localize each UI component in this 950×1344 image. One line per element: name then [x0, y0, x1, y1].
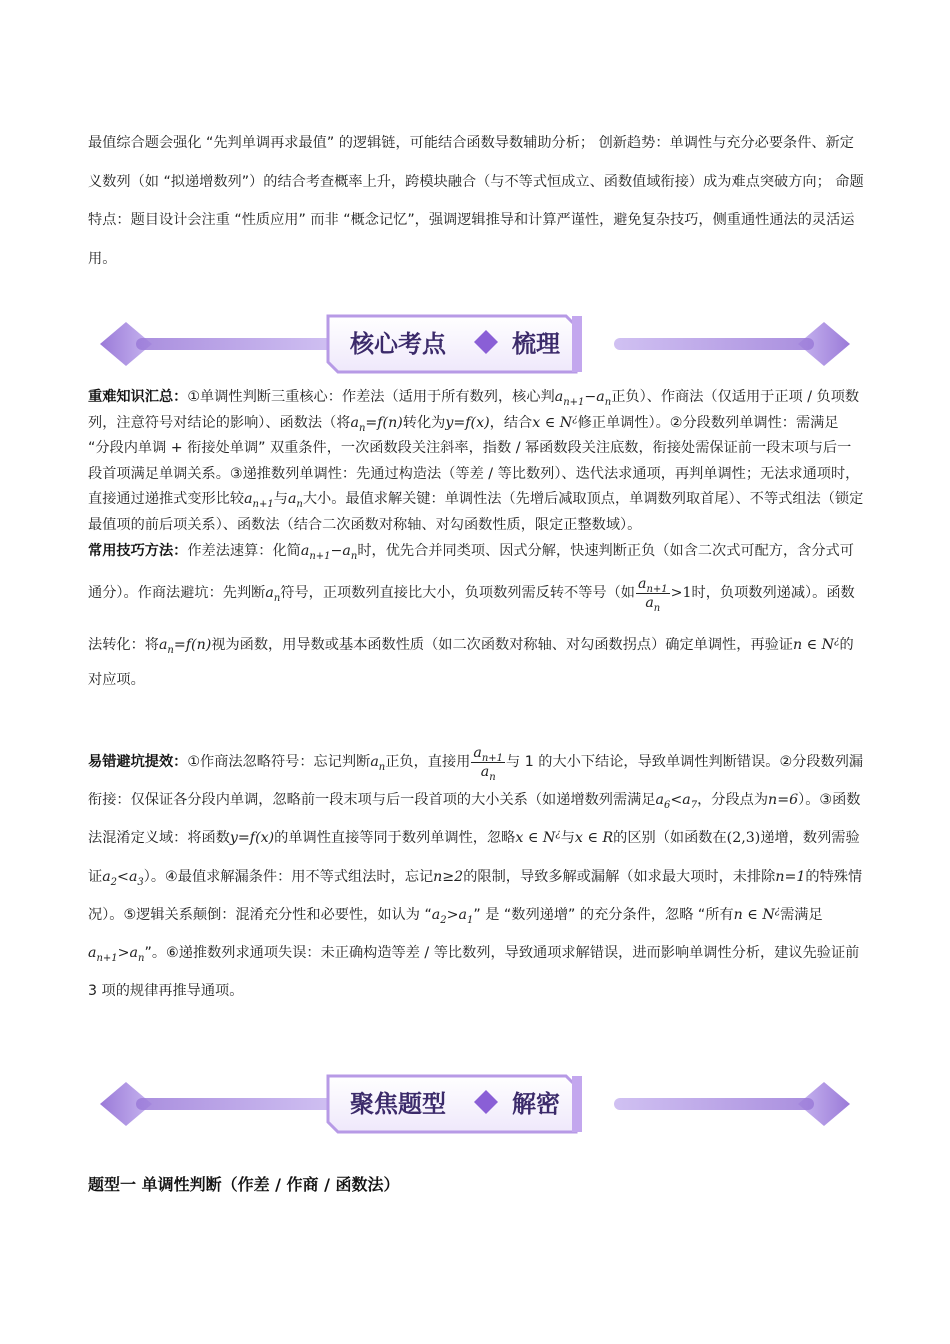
math-a-n-d: $a_n$ — [370, 754, 386, 773]
math-a-n-c: $a_n$ — [265, 585, 281, 604]
math-an-fn-b: $a_n=f(n)$ — [158, 637, 212, 656]
math-n-in-N: n ∈ N¿ — [792, 635, 840, 654]
math-diff: $a_{n+1}-a_n$ — [300, 542, 358, 562]
math-an1-gt-an: $a_{n+1}>a_n$ — [88, 945, 145, 964]
techniques-label: 常用技巧方法： — [88, 542, 188, 559]
banner-core-points — [96, 312, 854, 376]
intro-text: 最值综合题会强化 “先判单调再求最值” 的逻辑链，可能结合函数导数辅助分析； 创新趋势：单调性与充分必要条件、新定义数列（如 “拟递增数列”）的结合考查概率上升，跨模块融合（与不等式恒成立、函数值域衔接）成为难点突破方向； 命题特点：题目设计会注重 “性质应用” 而非 “概念记忆”，强调逻辑推导和计算严谨性，避免复杂技巧，侧重通性通法的灵活运用。 — [88, 135, 864, 267]
math-x-in-N-b: x ∈ N¿ — [515, 828, 561, 847]
pitfalls-label: 易错避坑提效： — [88, 754, 188, 770]
intro-paragraph — [88, 124, 864, 278]
section-heading: 题型一 单调性判断（作差 / 作商 / 函数法） — [88, 1175, 400, 1194]
math-ratio-fraction: $\frac{a_{n+1}}{a_n}$ — [637, 575, 668, 614]
math-ratio-fraction-b: $\frac{a_{n+1}}{a_n}$ — [473, 744, 504, 783]
math-a-n1: $a_{n+1}-a_n$ — [554, 389, 612, 408]
math-a-n1-b: $a_{n+1}$ — [244, 491, 274, 511]
math-y-fx-b: y=f(x) — [229, 830, 275, 847]
math-a2-gt-a1: $a_2>a_1$ — [431, 906, 474, 926]
math-n-eq-6: n=6 — [768, 792, 799, 809]
math-n-ge-2: n≥2 — [433, 868, 464, 885]
math-n-eq-1: n=1 — [775, 868, 806, 885]
math-x-in-N: x ∈ N¿ — [532, 412, 578, 431]
key-points-label: 重难知识汇总： — [88, 389, 188, 405]
banner1-left-text: 核心考点 — [350, 330, 446, 358]
math-interval: (2,3) — [726, 830, 761, 847]
pitfalls-paragraph: 易错避坑提效：①作商法忽略符号：忘记判断$a_n$正负，直接用 $\frac{a_{n+1}}{a_n}$ 与 1 的大小下结论，导致单调性判断错误。②分段数列漏衔接：仅保证各分段内单调，忽略前一段末项与后一段首项的大小关系（如递增数列需满足$a_6<a_7$，分段点为n=6）。③函数法混淆定义域：将函数y=f(x)的单调性直接等同于数列单调性，忽略x ∈ N¿与x ∈ R的区别（如函数在(2,3)递增，数列需验证$a_2<a_3$）。④最值求解漏条件：用不等式组法时，忘记n≥2的限制，导致多解或漏解（如求最大项时，未排除n=1的特殊情况）。⑤逻辑关系颠倒：混淆充分性和必要性，如认为 “$a_2>a_1$” 是 “数列递增” 的充分条件，忽略 “所有n ∈ N¿需满足$a_{n+1}>a_n$”。⑥递推数列求通项失误：未正确构造等差 / 等比数列，导致通项求解错误，进而影响单调性分析，建议先验证前 3 项的规律再推导通项。 — [88, 744, 864, 1000]
math-a2-lt-a3: $a_2<a_3$ — [102, 868, 144, 888]
banner2-right-text: 解密 — [512, 1090, 560, 1118]
key-points-paragraph: 重难知识汇总：①单调性判断三重核心：作差法（适用于所有数列，核心判$a_{n+1}-a_n$正负）、作商法（仅适用于正项 / 负项数列，注意符号对结论的影响）、函数法（将$a_n=f(n)$转化为y=f(x)，结合x ∈ N¿修正单调性）。②分段数列单调性：需满足 “分段内单调 + 衔接处单调” 双重条件，一次函数段关注斜率，指数 / 幂函数段关注底数，衔接处需保证前一段末项与后一段首项满足单调关系。③递推数列单调性：先通过构造法（等差 / 等比数列）、迭代法求通项，再判单调性；无法求通项时，直接通过递推式变形比较$a_{n+1}$与$a_n$大小。最值求解关键：单调性法（先增后减取顶点，单调数列取首尾）、不等式组法（锁定最值项的前后项关系）、函数法（结合二次函数对称轴、对勾函数性质，限定正整数域）。 常用技巧方法：作差法速算：化简$a_{n+1}-a_n$时，优先合并同类项、因式分解，快速判断正负（如含二次式可配方，含分式可通分）。作商法避坑：先判断$a_n$符号，正项数列直接比大小，负项数列需反转不等号（如 $\frac{a_{n+1}}{a_n}$ >1时，负项数列递减）。函数法转化：将$a_n=f(n)$视为函数，用导数或基本函数性质（如二次函数对称轴、对勾函数拐点）确定单调性，再验证n ∈ N¿的对应项。 — [88, 389, 864, 689]
math-a6-lt-a7: $a_6<a_7$ — [655, 792, 698, 812]
banner2-left-text: 聚焦题型 — [350, 1090, 446, 1118]
math-an-eq-fn: $a_n=f(n)$ — [350, 414, 403, 434]
banner-question-types — [96, 1072, 854, 1136]
math-x-in-R: x ∈ R — [574, 830, 614, 847]
math-a-n-b: $a_n$ — [287, 491, 303, 511]
banner1-right-text: 梳理 — [512, 330, 560, 358]
math-y-eq-fx: y=f(x) — [445, 414, 490, 431]
math-n-in-N-b: n ∈ N¿ — [733, 905, 781, 923]
